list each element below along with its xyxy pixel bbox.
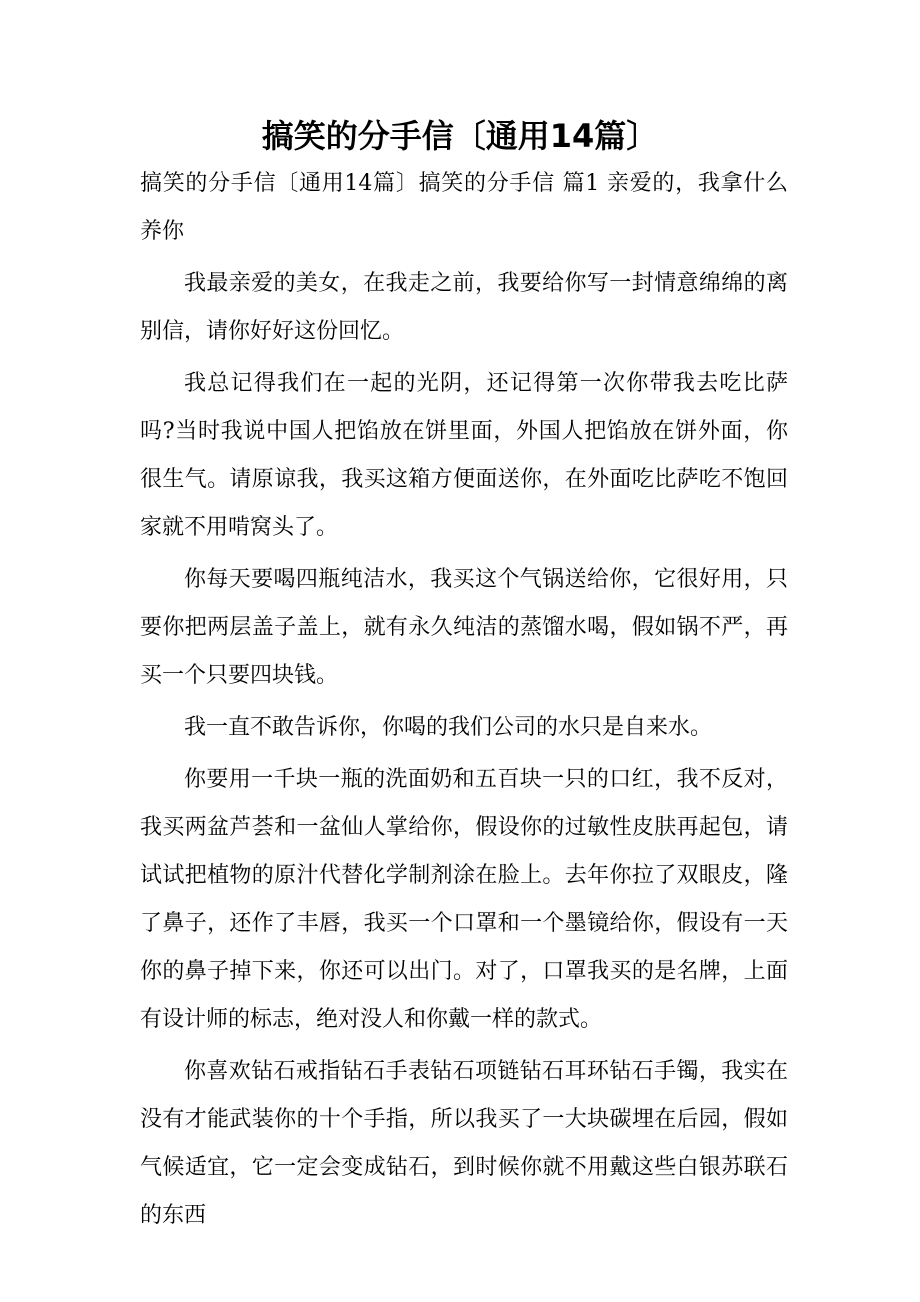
paragraph: 我最亲爱的美女，在我走之前，我要给你写一封情意绵绵的离别信，请你好好这份回忆。 — [140, 271, 788, 344]
paragraph: 你每天要喝四瓶纯洁水，我买这个气锅送给你，它很好用，只要你把两层盖子盖上，就有永久纯洁的蒸馏水喝，假如锅不严，再买一个只要四块钱。 — [140, 567, 788, 688]
paragraph-intro: 搞笑的分手信〔通用14篇〕搞笑的分手信 篇1 亲爱的，我拿什么养你 — [140, 171, 788, 244]
paragraph: 我总记得我们在一起的光阴，还记得第一次你带我去吃比萨吗?当时我说中国人把馅放在饼里面，外国人把馅放在饼外面，你很生气。请原谅我，我买这箱方便面送你，在外面吃比萨吃不饱回家就不用啃窝头了。 — [140, 371, 788, 540]
paragraph: 你喜欢钻石戒指钻石手表钻石项链钻石耳环钻石手镯，我实在没有才能武装你的十个手指，所以我买了一大块碳埋在后园，假如气候适宜，它一定会变成钻石，到时候你就不用戴这些白银苏联石的东西 — [140, 1059, 788, 1228]
paragraph: 我一直不敢告诉你，你喝的我们公司的水只是自来水。 — [184, 715, 713, 740]
document-title: 搞笑的分手信〔通用14篇〕 — [261, 117, 659, 155]
document-body — [140, 160, 788, 1240]
paragraph: 你要用一千块一瓶的洗面奶和五百块一只的口红，我不反对，我买两盆芦荟和一盆仙人掌给你，假设你的过敏性皮肤再起包，请试试把植物的原汁代替化学制剂涂在脸上。去年你拉了双眼皮，隆了鼻子，还作了丰唇，我买一个口罩和一个墨镜给你，假设有一天你的鼻子掉下来，你还可以出门。对了，口罩我买的是名牌，上面有设计师的标志，绝对没人和你戴一样的款式。 — [140, 767, 788, 1032]
